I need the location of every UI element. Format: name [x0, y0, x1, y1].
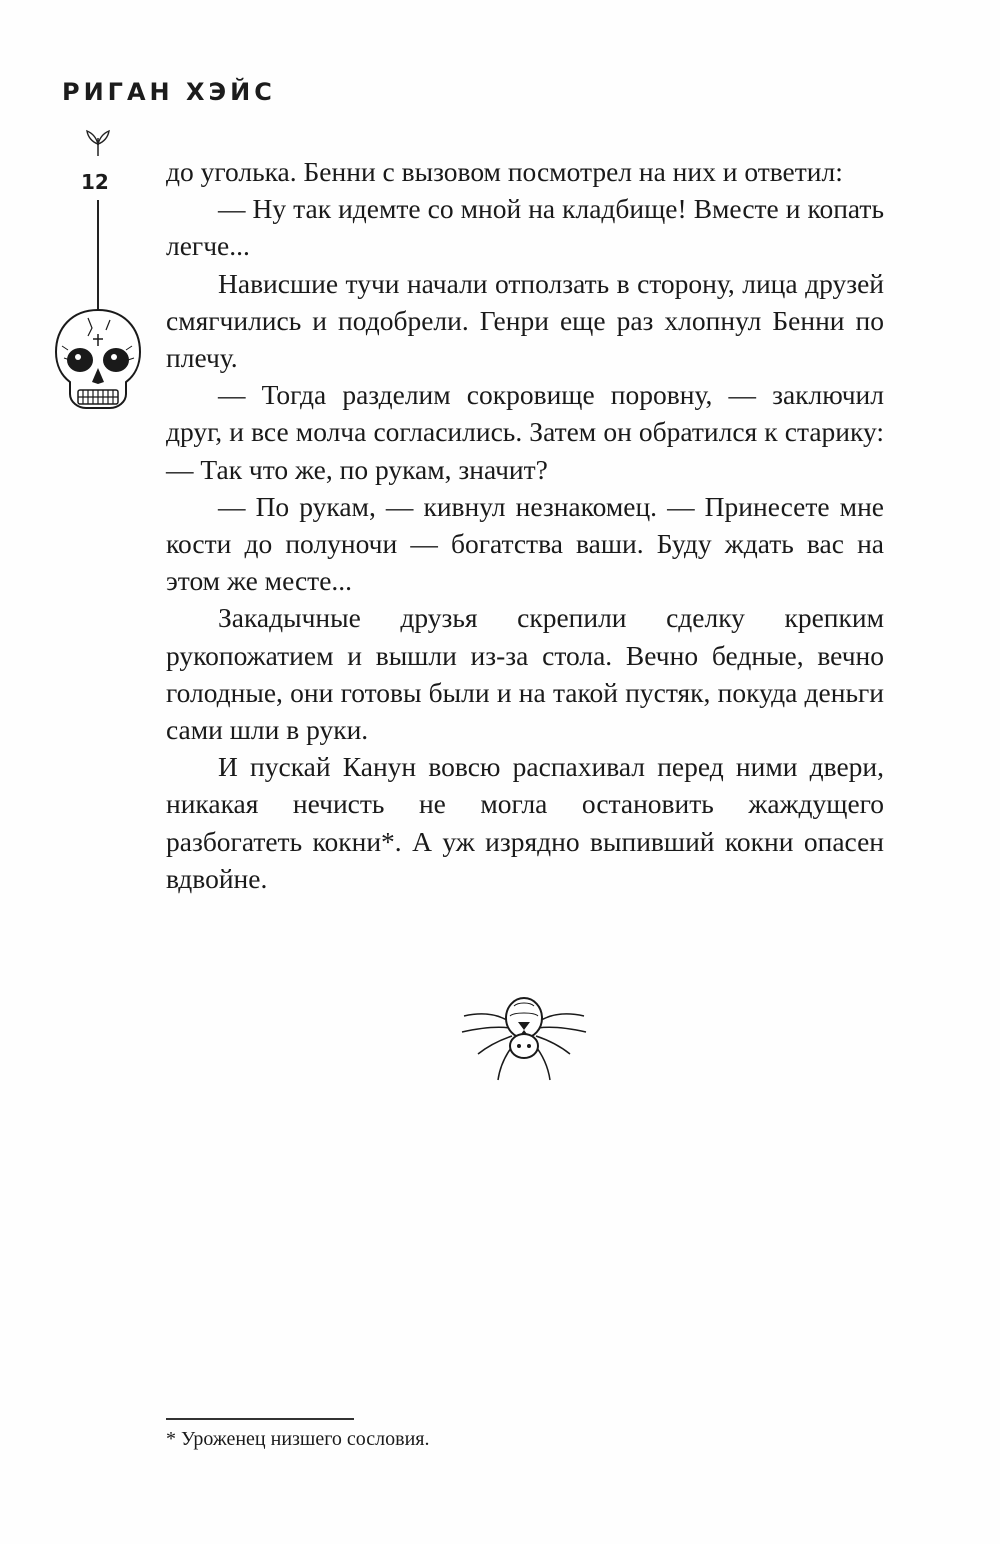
footnote-rule [166, 1418, 354, 1420]
skull-thread [97, 200, 99, 312]
paragraph: Нависшие тучи начали отползать в сторону, лица друзей смягчились и подобрели. Генри еще раз хлопнул Бенни по плечу. [166, 267, 884, 374]
page-number: 12 [81, 170, 109, 194]
paragraph: — По рукам, — кивнул незнакомец. — Принесете мне кости до полуночи — богатства ваши. Буду ждать вас на этом же месте... [166, 490, 884, 597]
paragraph: Закадычные друзья скрепили сделку крепким рукопожатием и вышли из-за стола. Вечно бедные, вечно голодные, они готовы были и на такой пустяк, покуда деньги сами шли в руки. [166, 602, 884, 746]
sprig-icon [84, 128, 112, 158]
footnote: * Уроженец низшего сословия. [166, 1428, 430, 1450]
running-head: РИГАН ХЭЙС [62, 78, 276, 106]
skull-icon [48, 306, 148, 418]
paragraph: — Ну так идемте со мной на кладбище! Вместе и копать легче... [166, 193, 884, 262]
paragraph: И пускай Канун вовсю распахивал перед ними двери, никакая нечисть не могла остановить жаждущего разбогатеть кокни*. А уж изрядно выпивший кокни опасен вдвойне. [166, 751, 884, 894]
spider-icon [458, 992, 590, 1082]
body-text [166, 153, 884, 897]
paragraph: до уголька. Бенни с вызовом посмотрел на них и ответил: [166, 156, 843, 187]
paragraph: — Тогда разделим сокровище поровну, — заключил друг, и все молча согласились. Затем он обратился к старику: — Так что же, по рукам, значит? [166, 379, 884, 485]
